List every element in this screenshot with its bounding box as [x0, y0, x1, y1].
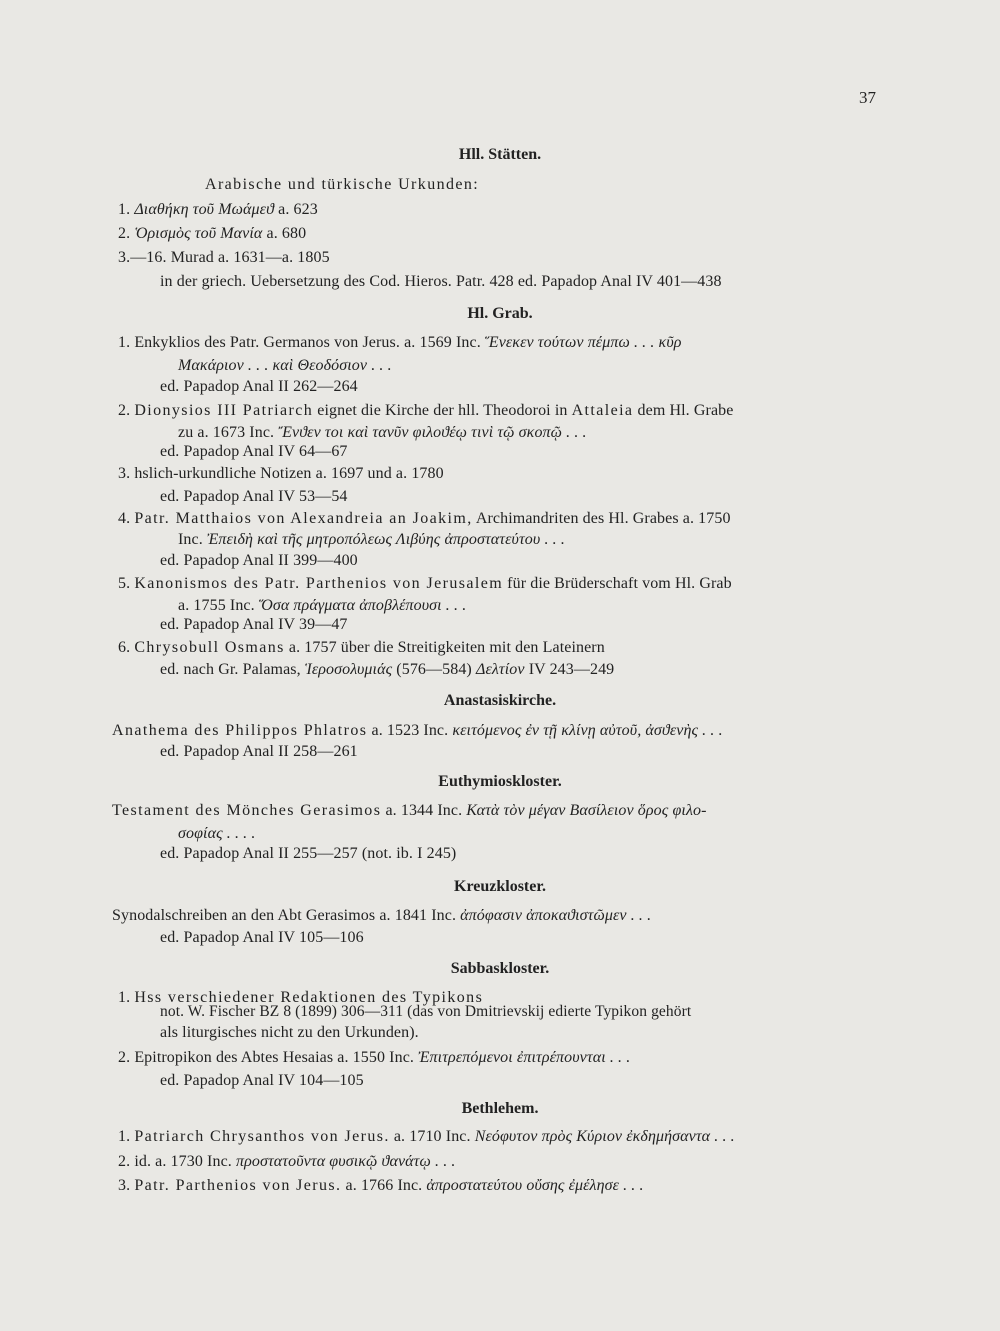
edition-ref: ed. Papadop Anal II 399—400	[160, 552, 358, 569]
greek-incipit: Ἔνϑεν τοι καὶ τανῦν φιλοϑέῳ τινὶ τῷ σκοπῷ . . .	[278, 424, 587, 441]
item-text: hslich-urkundliche Notizen a. 1697 und a. 1780	[134, 465, 444, 482]
item-number: 1.	[118, 1128, 131, 1145]
greek-incipit: Ἐπειδὴ καὶ τῆς μητροπόλεως Λιβύης ἀπροστατεύτου . . .	[206, 531, 565, 548]
edition-ref: ed. Papadop Anal II 262—264	[160, 378, 358, 395]
item-text: a. 1755 Inc.	[178, 597, 255, 614]
item-name: Patriarch Chrysanthos von Jerus.	[134, 1128, 390, 1145]
list-item	[112, 907, 651, 925]
list-item	[118, 575, 732, 593]
item-number: 2.	[118, 225, 131, 242]
greek-incipit: προστατοῦντα φυσικῷ ϑανάτῳ . . .	[236, 1153, 456, 1170]
item-continuation: als liturgisches nicht zu den Urkunden).	[160, 1024, 419, 1041]
list-item	[118, 225, 306, 243]
list-item	[118, 402, 733, 420]
list-item	[118, 334, 682, 352]
list-item	[118, 1153, 456, 1171]
edition-ref: ed. Papadop Anal IV 53—54	[160, 488, 348, 505]
edition-ref: ed. Papadop Anal IV 105—106	[160, 929, 364, 946]
greek-incipit: Κατὰ τὸν μέγαν Βασίλειον ὅρος φιλο-	[466, 802, 707, 819]
list-item	[118, 1128, 735, 1146]
item-number: 6.	[118, 639, 131, 656]
item-continuation	[178, 424, 587, 442]
edition-ref-post: IV 243—249	[528, 661, 615, 678]
item-number: 2.	[118, 1153, 131, 1170]
item-text: a. 680	[266, 225, 307, 242]
item-name: Hss verschiedener Redaktionen des Typikons	[134, 989, 484, 1006]
section-title-euthymioskloster: Euthymioskloster.	[438, 773, 562, 790]
greek-incipit-cont: Μακάριον . . . καὶ Θεοδόσιον . . .	[178, 357, 392, 374]
greek-incipit: κειτόμενος ἐν τῇ κλίνῃ αὐτοῦ, ἀσϑενὴς . . .	[452, 722, 723, 739]
section-title-anastasiskirche: Anastasiskirche.	[443, 692, 557, 709]
list-item	[118, 249, 330, 267]
item-text: a. 1523 Inc.	[371, 722, 449, 739]
greek-title: Διαθήκη τοῦ Μωάμεϑ	[134, 201, 275, 218]
edition-ref: ed. Papadop Anal IV 104—105	[160, 1072, 364, 1089]
item-number: 3.	[118, 465, 131, 482]
edition-ref-pre: ed. nach Gr. Palamas,	[160, 661, 301, 678]
item-number: 1.	[118, 201, 131, 218]
item-text: eignet die Kirche der hll. Theodoroi in	[317, 402, 568, 419]
item-number: 1.	[118, 334, 131, 351]
page-number: 37	[859, 88, 876, 107]
greek-title: Ὁρισμὸς τοῦ Μανία	[134, 225, 263, 242]
list-item	[118, 465, 444, 483]
item-number: 2.	[118, 402, 131, 419]
section-title-hll-staetten: Hll. Stätten.	[458, 146, 542, 163]
item-text: Murad a. 1631—a. 1805	[170, 249, 330, 266]
item-continuation	[178, 531, 565, 549]
edition-ref: ed. Papadop Anal IV 64—67	[160, 443, 348, 460]
item-text: a. 623	[278, 201, 318, 218]
item-continuation: not. W. Fischer BZ 8 (1899) 306—311 (das von Dmitrievskij edierte Typikon gehört	[160, 1003, 692, 1020]
item-text: zu a. 1673 Inc.	[178, 424, 275, 441]
list-item	[118, 1049, 630, 1067]
edition-ref: ed. Papadop Anal IV 39—47	[160, 616, 348, 633]
item-number: 1.	[118, 989, 131, 1006]
item-name: Anathema des Philippos Phlatros	[112, 722, 368, 739]
item-text: Archimandriten des Hl. Grabes a. 1750	[475, 510, 731, 527]
item-number: 2.	[118, 1049, 131, 1066]
greek-incipit-cont: σοφίας . . . .	[178, 825, 256, 842]
item-number: 3.—16.	[118, 249, 167, 266]
greek-incipit: Νεόφυτον πρὸς Κύριον ἐκδημήσαντα . . .	[474, 1128, 735, 1145]
item-name: Epitropikon des Abtes Hesaias a. 1550 Inc.	[134, 1049, 415, 1066]
list-item	[118, 1177, 644, 1195]
greek-incipit: ἀπόφασιν ἀποκαϑιστῶμεν . . .	[460, 907, 652, 924]
edition-ref-mid: (576—584)	[396, 661, 472, 678]
item-text: dem Hl. Grabe	[637, 402, 734, 419]
item-name: Dionysios III Patriarch	[134, 402, 314, 419]
section-subtitle: Arabische und türkische Urkunden:	[205, 176, 480, 193]
item-name: Enkyklios des Patr. Germanos von Jerus.	[134, 334, 400, 351]
item-name: Synodalschreiben an den Abt Gerasimos	[112, 907, 376, 924]
list-item	[118, 639, 605, 657]
section-title-kreuzkloster: Kreuzkloster.	[454, 878, 546, 895]
edition-ref: ed. Papadop Anal II 258—261	[160, 743, 358, 760]
section-title-bethlehem: Bethlehem.	[461, 1100, 539, 1117]
item-name: Kanonismos des Patr. Parthenios von Jerusalem	[134, 575, 504, 592]
item-name: Testament des Mönches Gerasimos	[112, 802, 382, 819]
item-text: a. 1757 über die Streitigkeiten mit den Lateinern	[288, 639, 605, 656]
item-text: a. 1344 Inc.	[385, 802, 463, 819]
greek-incipit: Ἕνεκεν τούτων πέμπω . . . κῦρ	[484, 334, 682, 351]
list-item	[112, 802, 707, 820]
list-item	[118, 201, 318, 219]
item-number: 4.	[118, 510, 131, 527]
item-text: für die Brüderschaft vom Hl. Grab	[507, 575, 732, 592]
greek-incipit: ἀπροστατεύτου οὔσης ἐμέλησε . . .	[426, 1177, 644, 1194]
item-name: Patr. Matthaios von Alexandreia an Joakim,	[134, 510, 473, 527]
greek-incipit: Ἐπιτρεπόμενοι ἐπιτρέπουνται . . .	[418, 1049, 631, 1066]
list-item	[118, 510, 731, 528]
edition-ref: ed. Papadop Anal II 255—257 (not. ib. I 245)	[160, 845, 457, 862]
item-continuation	[178, 597, 466, 615]
item-name: Patr. Parthenios von Jerus.	[134, 1177, 342, 1194]
greek-journal: Ἱεροσολυμιάς	[304, 661, 393, 678]
item-text: a. 1841 Inc.	[379, 907, 457, 924]
item-text: id. a. 1730 Inc.	[134, 1153, 232, 1170]
edition-ref	[160, 661, 614, 679]
greek-journal: Δελτίον	[475, 661, 525, 678]
item-continuation: in der griech. Uebersetzung des Cod. Hieros. Patr. 428 ed. Papadop Anal IV 401—438	[160, 273, 722, 290]
item-text: a. 1569 Inc.	[404, 334, 481, 351]
item-name: Chrysobull Osmans	[134, 639, 285, 656]
section-title-hl-grab: Hl. Grab.	[467, 305, 533, 322]
place-name: Attaleia	[571, 402, 634, 419]
item-number: 3.	[118, 1177, 131, 1194]
greek-incipit: Ὅσα πράγματα ἀποβλέπουσι . . .	[258, 597, 467, 614]
list-item	[112, 722, 723, 740]
item-text: a. 1710 Inc.	[393, 1128, 471, 1145]
item-number: 5.	[118, 575, 131, 592]
item-text: Inc.	[178, 531, 203, 548]
item-text: a. 1766 Inc.	[345, 1177, 423, 1194]
section-title-sabbaskloster: Sabbaskloster.	[450, 960, 550, 977]
